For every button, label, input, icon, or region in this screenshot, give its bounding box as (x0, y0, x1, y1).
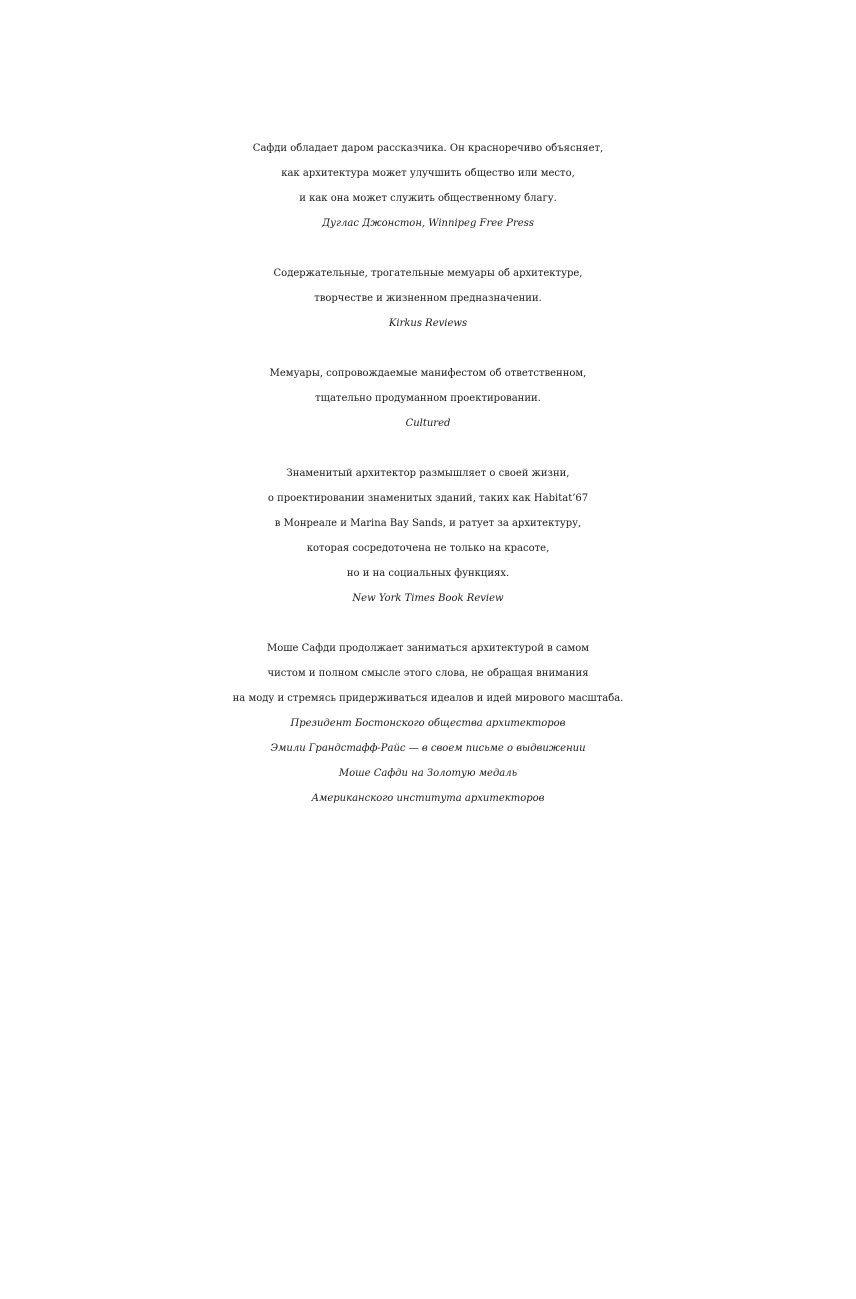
quote-text-line: Мемуары, сопровождаемые манифестом об ответственном, (269, 368, 587, 379)
quote-attribution: Американского института архитекторов (311, 793, 545, 804)
quote-text-line: о проектировании знаменитых зданий, таких как Habitat’67 (267, 493, 589, 504)
quote-text-line: чистом и полном смысле этого слова, не обращая внимания (267, 668, 589, 679)
quote-text-line: на моду и стремясь придерживаться идеалов и идей мирового масштаба. (232, 693, 624, 704)
quote-text-line: как архитектура может улучшить общество или место, (281, 168, 575, 179)
quote-text-line: тщательно продуманном проектировании. (315, 393, 541, 404)
quote-attribution: Президент Бостонского общества архитекторов (290, 718, 566, 729)
quote-text-line: творчестве и жизненном предназначении. (314, 293, 542, 304)
quote-4 (0, 461, 856, 611)
quote-text-line: в Монреале и Marina Bay Sands, и ратует за архитектуру, (274, 518, 582, 529)
quote-1 (0, 136, 856, 236)
quote-text-line: которая сосредоточена не только на красоте, (306, 543, 550, 554)
quote-attribution: New York Times Book Review (352, 593, 504, 604)
quote-attribution: Cultured (405, 418, 451, 429)
quote-attribution: Эмили Грандстафф-Райс — в своем письме о выдвижении (270, 743, 586, 754)
quote-text-line: Знаменитый архитектор размышляет о своей жизни, (286, 468, 570, 479)
quote-text-line: но и на социальных функциях. (346, 568, 510, 579)
quote-2 (0, 261, 856, 336)
quote-text-line: Моше Сафди продолжает заниматься архитектурой в самом (266, 643, 590, 654)
quote-text-line: Сафди обладает даром рассказчика. Он красноречиво объясняет, (252, 143, 604, 154)
quote-3 (0, 361, 856, 436)
praise-quotes (0, 136, 856, 836)
quote-text-line: Содержательные, трогательные мемуары об архитектуре, (273, 268, 583, 279)
quote-5 (0, 636, 856, 811)
quote-attribution: Дуглас Джонстон, Winnipeg Free Press (322, 218, 534, 229)
quote-attribution: Моше Сафди на Золотую медаль (338, 768, 518, 779)
quote-attribution: Kirkus Reviews (388, 318, 468, 329)
quote-text-line: и как она может служить общественному благу. (299, 193, 557, 204)
